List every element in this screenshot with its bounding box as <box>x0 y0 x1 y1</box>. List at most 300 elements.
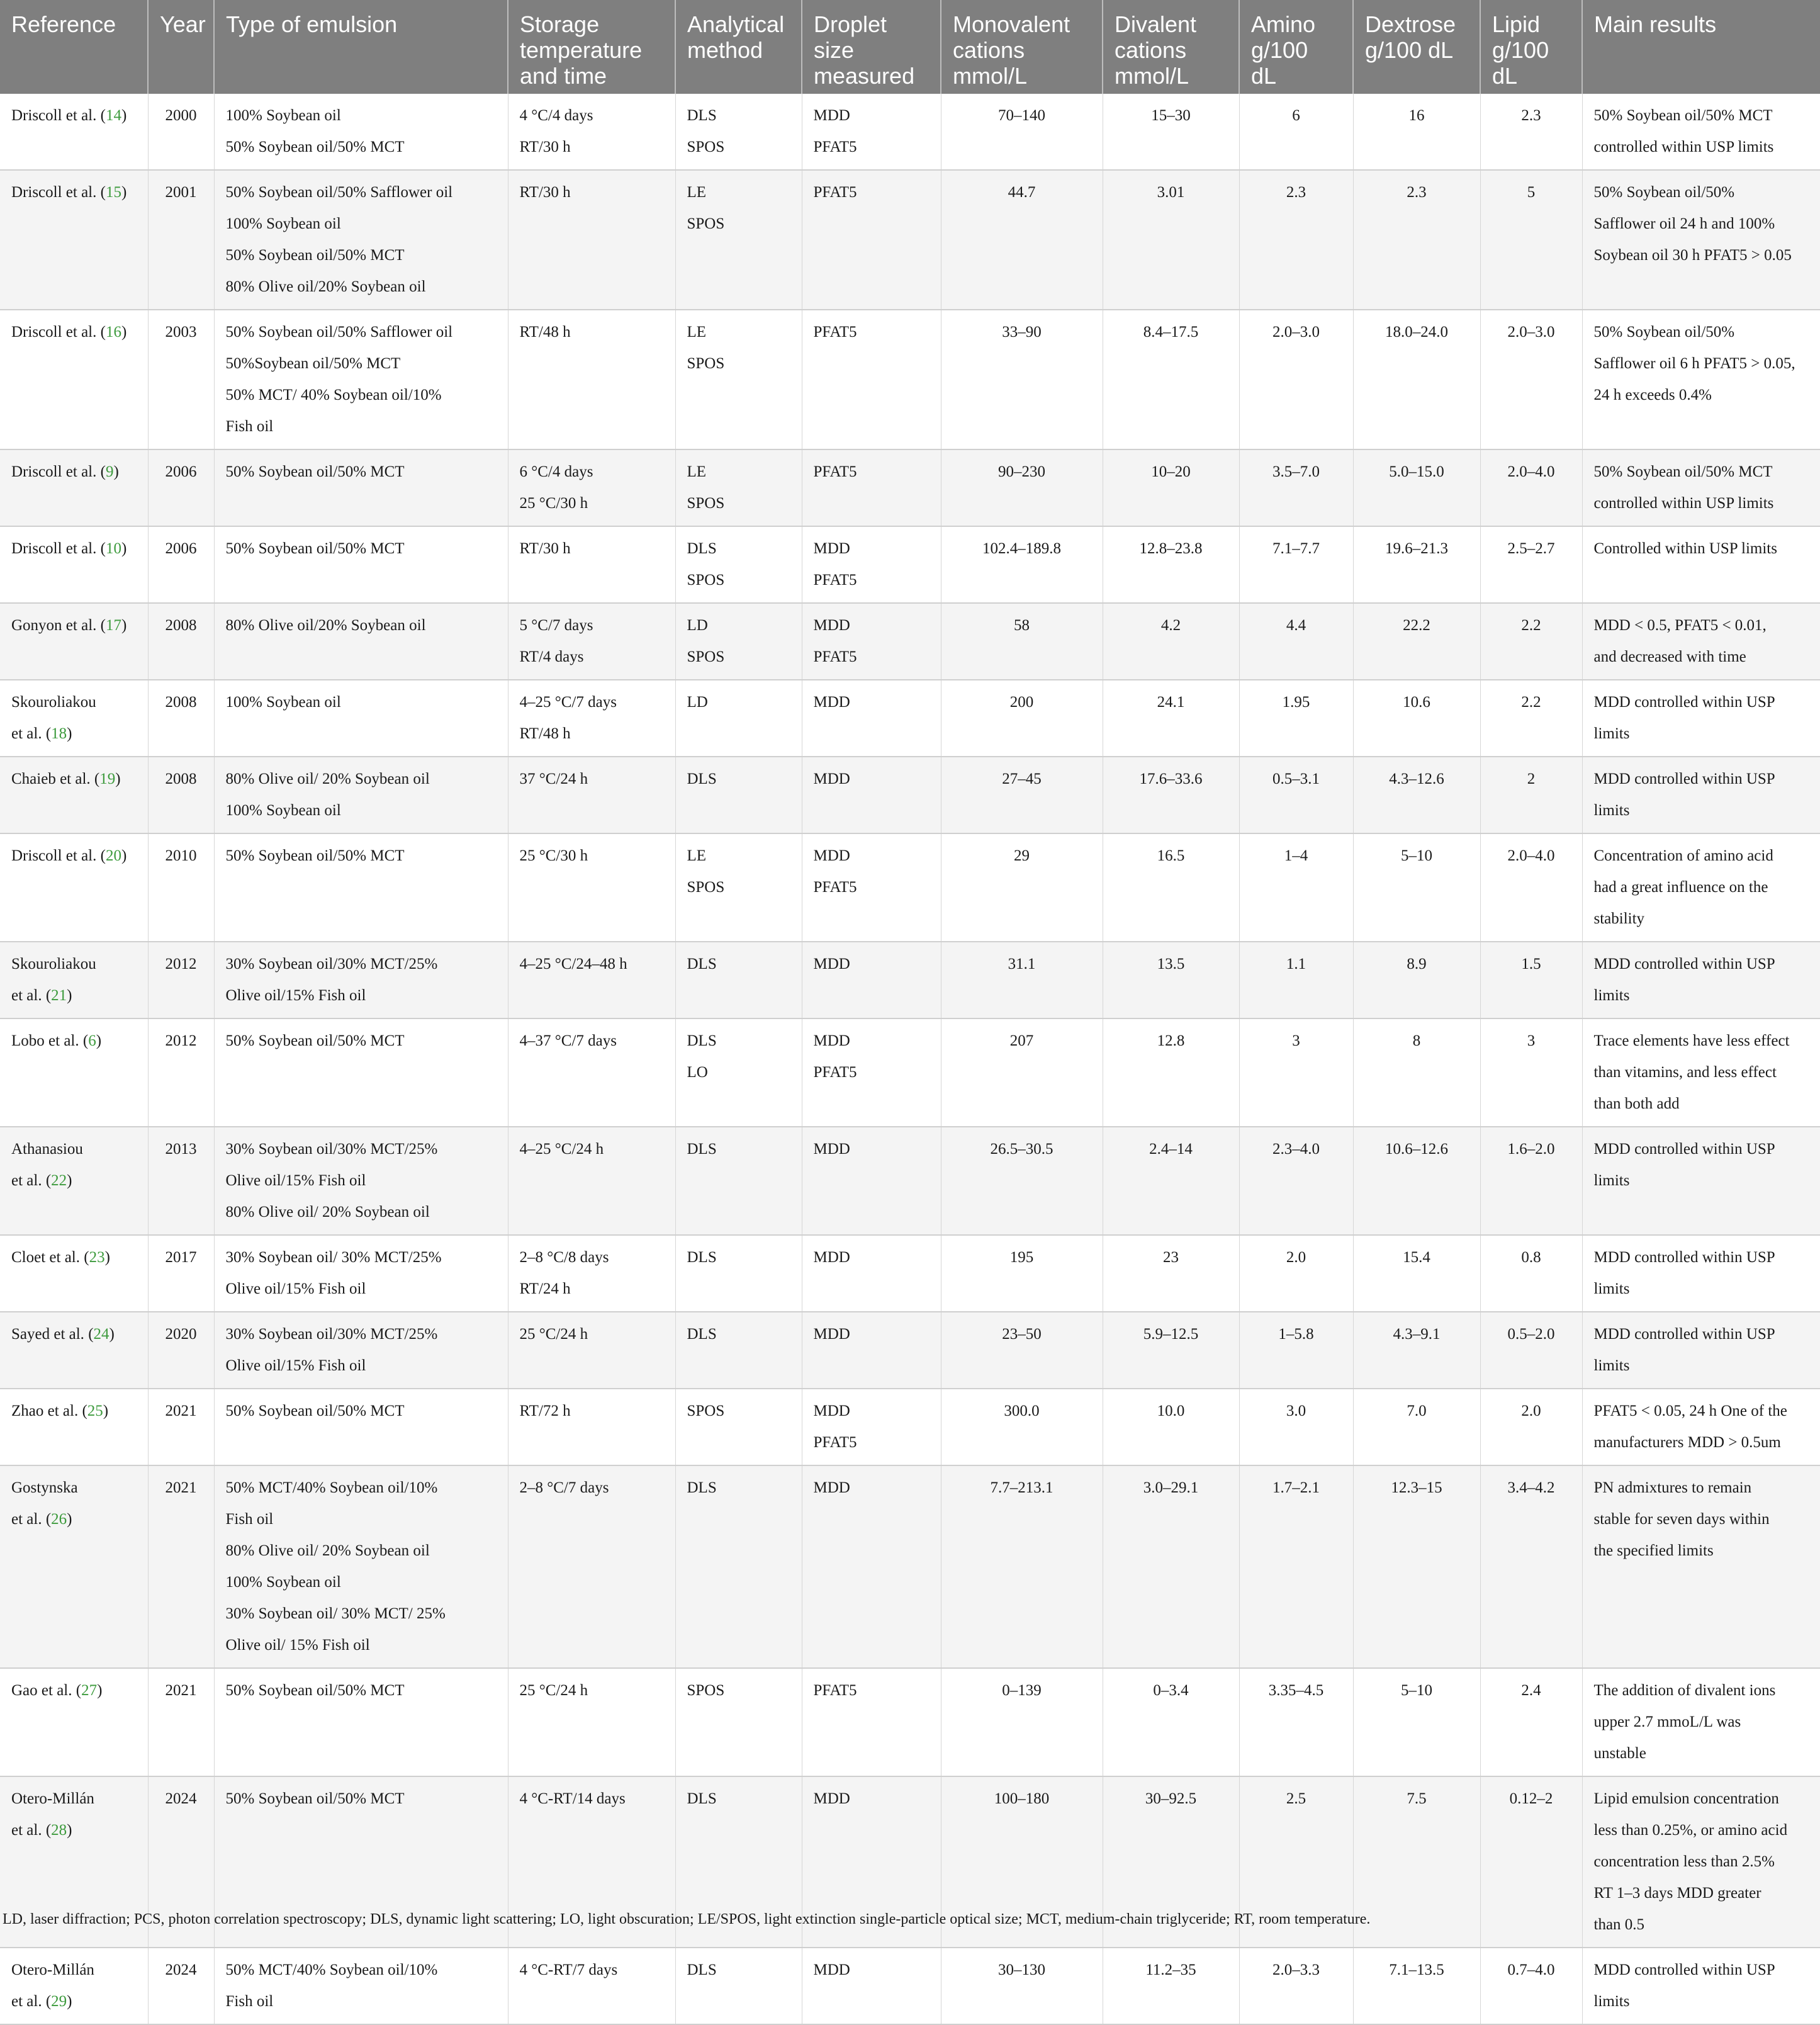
emulsion-cell-line: 80% Olive oil/20% Soybean oil <box>225 617 426 634</box>
amino-cell: 1.95 <box>1239 680 1353 757</box>
droplet-cell <box>802 1312 941 1389</box>
lipid-cell: 2.0 <box>1480 1389 1582 1465</box>
reference-cell <box>0 603 148 680</box>
storage-cell <box>508 1127 675 1235</box>
lipid-cell: 3.4–4.2 <box>1480 1465 1582 1668</box>
reference-author: Zhao et al. (25) <box>11 1402 109 1419</box>
divalent-cell: 12.8 <box>1103 1018 1239 1127</box>
method-cell-line: SPOS <box>687 138 725 155</box>
storage-cell-line: 37 °C/24 h <box>519 770 588 787</box>
main-results-line: MDD controlled within USP <box>1593 694 1775 711</box>
main-results-line: Controlled within USP limits <box>1593 540 1777 557</box>
main-results-line: upper 2.7 mmoL/L was <box>1593 1713 1741 1730</box>
header-storage-line: and time <box>520 63 607 89</box>
emulsion-cell <box>214 449 508 526</box>
method-cell <box>675 1018 802 1127</box>
main-results-line: PFAT5 < 0.05, 24 h One of the <box>1593 1402 1787 1419</box>
amino-cell: 6 <box>1239 94 1353 170</box>
main-results-line: MDD controlled within USP <box>1593 770 1775 787</box>
method-cell <box>675 94 802 170</box>
dextrose-cell: 15.4 <box>1353 1235 1480 1312</box>
main-results-line: had a great influence on the <box>1593 879 1768 896</box>
emulsion-cell-line: 50% Soybean oil/50% MCT <box>225 1402 405 1419</box>
amino-cell: 3.5–7.0 <box>1239 449 1353 526</box>
header-monovalent-cations-line: mmol/L <box>953 63 1028 89</box>
emulsion-cell-line: 80% Olive oil/20% Soybean oil <box>225 278 426 295</box>
emulsion-cell <box>214 310 508 449</box>
method-cell-line: SPOS <box>687 648 725 665</box>
emulsion-cell-line: 50% Soybean oil/50% MCT <box>225 847 405 864</box>
emulsion-cell <box>214 94 508 170</box>
header-monovalent-cations-line: Monovalent <box>953 11 1070 37</box>
amino-cell: 7.1–7.7 <box>1239 526 1353 603</box>
droplet-cell <box>802 310 941 449</box>
method-cell <box>675 449 802 526</box>
reference-number-link[interactable]: 23 <box>89 1249 105 1266</box>
dextrose-cell: 4.3–12.6 <box>1353 757 1480 833</box>
method-cell-line: DLS <box>687 1326 717 1343</box>
storage-cell-line: 25 °C/24 h <box>519 1326 588 1343</box>
main-results-line: than vitamins, and less effect <box>1593 1064 1777 1081</box>
header-analytical-method <box>675 0 802 94</box>
main-results-cell <box>1582 1312 1820 1389</box>
reference-cell <box>0 1668 148 1776</box>
reference-author: Driscoll et al. (15) <box>11 184 127 201</box>
emulsion-cell-line: Olive oil/15% Fish oil <box>225 1172 366 1189</box>
table-row <box>0 1465 1820 1668</box>
storage-cell <box>508 603 675 680</box>
droplet-cell <box>802 942 941 1018</box>
dextrose-cell: 22.2 <box>1353 603 1480 680</box>
main-results-line: 50% Soybean oil/50% MCT <box>1593 463 1773 480</box>
header-droplet-size <box>802 0 941 94</box>
amino-cell: 1–5.8 <box>1239 1312 1353 1389</box>
emulsion-cell-line: 50% Soybean oil/50% MCT <box>225 247 405 264</box>
main-results-cell <box>1582 1018 1820 1127</box>
amino-cell: 2.3 <box>1239 170 1353 310</box>
reference-cell <box>0 94 148 170</box>
storage-cell <box>508 1465 675 1668</box>
method-cell <box>675 603 802 680</box>
storage-cell <box>508 170 675 310</box>
reference-number-link[interactable]: 10 <box>105 540 121 557</box>
monovalent-cell: 7.7–213.1 <box>941 1465 1103 1668</box>
storage-cell-line: RT/30 h <box>519 138 571 155</box>
droplet-cell <box>802 526 941 603</box>
reference-number-link[interactable]: 6 <box>88 1032 96 1049</box>
main-results-line: limits <box>1593 1357 1630 1374</box>
main-results-cell <box>1582 1235 1820 1312</box>
storage-cell-line: 25 °C/30 h <box>519 847 588 864</box>
divalent-cell: 4.2 <box>1103 603 1239 680</box>
dextrose-cell: 7.5 <box>1353 1776 1480 1948</box>
main-results-line: than both add <box>1593 1095 1680 1112</box>
emulsion-cell-line: 50% MCT/40% Soybean oil/10% <box>225 1479 438 1496</box>
monovalent-cell: 26.5–30.5 <box>941 1127 1103 1235</box>
emulsion-cell-line: 50% Soybean oil/50% MCT <box>225 463 405 480</box>
monovalent-cell: 33–90 <box>941 310 1103 449</box>
storage-cell <box>508 310 675 449</box>
reference-author: Otero-Millán <box>11 1961 94 1978</box>
reference-author: et al. (28) <box>11 1822 72 1839</box>
monovalent-cell: 70–140 <box>941 94 1103 170</box>
header-emulsion-type <box>214 0 508 94</box>
dextrose-cell: 7.0 <box>1353 1389 1480 1465</box>
reference-number-link[interactable]: 9 <box>105 463 114 480</box>
emulsion-cell-line: 50% Soybean oil/50% MCT <box>225 1032 405 1049</box>
monovalent-cell: 27–45 <box>941 757 1103 833</box>
method-cell-line: LE <box>687 184 707 201</box>
reference-author: Skouroliakou <box>11 694 96 711</box>
reference-number-link[interactable]: 15 <box>105 184 121 201</box>
reference-author: Lobo et al. (6) <box>11 1032 102 1049</box>
emulsion-cell-line: Olive oil/15% Fish oil <box>225 987 366 1004</box>
droplet-cell-line: PFAT5 <box>813 1434 857 1451</box>
reference-number-link[interactable]: 17 <box>105 617 121 634</box>
amino-cell: 2.0–3.0 <box>1239 310 1353 449</box>
monovalent-cell: 0–139 <box>941 1668 1103 1776</box>
storage-cell <box>508 942 675 1018</box>
emulsion-cell-line: 100% Soybean oil <box>225 802 341 819</box>
year-cell: 2010 <box>148 833 214 942</box>
droplet-cell-line: PFAT5 <box>813 324 857 341</box>
lipid-cell: 0.8 <box>1480 1235 1582 1312</box>
method-cell <box>675 1235 802 1312</box>
main-results-line: concentration less than 2.5% <box>1593 1853 1775 1870</box>
method-cell-line: DLS <box>687 540 717 557</box>
year-cell: 2013 <box>148 1127 214 1235</box>
header-amino-line: g/100 <box>1251 37 1308 63</box>
amino-cell: 2.5 <box>1239 1776 1353 1948</box>
header-emulsion-type-line: Type of emulsion <box>226 11 398 37</box>
droplet-cell-line: PFAT5 <box>813 1682 857 1699</box>
amino-cell: 1–4 <box>1239 833 1353 942</box>
emulsion-cell <box>214 526 508 603</box>
reference-number-link[interactable]: 20 <box>105 847 121 864</box>
reference-number-link[interactable]: 25 <box>87 1402 103 1419</box>
year-cell: 2008 <box>148 603 214 680</box>
header-analytical-method-line: Analytical <box>687 11 785 37</box>
year-cell: 2024 <box>148 1948 214 2024</box>
dextrose-cell: 10.6–12.6 <box>1353 1127 1480 1235</box>
reference-author: Driscoll et al. (9) <box>11 463 119 480</box>
main-results-line: 50% Soybean oil/50% <box>1593 184 1735 201</box>
lipid-cell: 1.6–2.0 <box>1480 1127 1582 1235</box>
main-results-line: MDD controlled within USP <box>1593 1249 1775 1266</box>
monovalent-cell: 31.1 <box>941 942 1103 1018</box>
storage-cell-line: 5 °C/7 days <box>519 617 593 634</box>
reference-number-link[interactable]: 24 <box>93 1326 110 1343</box>
reference-cell <box>0 170 148 310</box>
emulsion-cell-line: Fish oil <box>225 1993 274 2010</box>
emulsion-cell <box>214 1389 508 1465</box>
table-row <box>0 310 1820 449</box>
method-cell-line: LD <box>687 617 708 634</box>
main-results-cell <box>1582 310 1820 449</box>
emulsion-cell-line: 100% Soybean oil <box>225 107 341 124</box>
storage-cell-line: 2–8 °C/8 days <box>519 1249 609 1266</box>
method-cell <box>675 1389 802 1465</box>
header-year <box>148 0 214 94</box>
main-results-cell <box>1582 170 1820 310</box>
method-cell-line: SPOS <box>687 495 725 512</box>
droplet-cell <box>802 1668 941 1776</box>
storage-cell <box>508 1235 675 1312</box>
storage-cell-line: RT/24 h <box>519 1280 571 1297</box>
reference-number-link[interactable]: 18 <box>51 725 67 742</box>
method-cell-line: DLS <box>687 107 717 124</box>
reference-author: Chaieb et al. (19) <box>11 770 121 787</box>
main-results-line: Trace elements have less effect <box>1593 1032 1790 1049</box>
year-cell: 2021 <box>148 1389 214 1465</box>
table-row <box>0 1389 1820 1465</box>
method-cell <box>675 170 802 310</box>
storage-cell-line: RT/48 h <box>519 324 571 341</box>
method-cell <box>675 942 802 1018</box>
emulsion-cell <box>214 1465 508 1668</box>
method-cell-line: LD <box>687 694 708 711</box>
main-results-line: Safflower oil 24 h and 100% <box>1593 215 1775 232</box>
emulsion-cell-line: 50% Soybean oil/50% Safflower oil <box>225 184 453 201</box>
reference-number-link[interactable]: 16 <box>105 324 121 341</box>
header-main-results <box>1582 0 1820 94</box>
storage-cell <box>508 449 675 526</box>
method-cell <box>675 1312 802 1389</box>
header-amino-line: dL <box>1251 63 1277 89</box>
droplet-cell <box>802 757 941 833</box>
divalent-cell: 12.8–23.8 <box>1103 526 1239 603</box>
main-results-line: MDD < 0.5, PFAT5 < 0.01, <box>1593 617 1767 634</box>
reference-cell <box>0 1312 148 1389</box>
main-results-line: limits <box>1593 802 1630 819</box>
dextrose-cell: 19.6–21.3 <box>1353 526 1480 603</box>
emulsion-cell-line: Olive oil/15% Fish oil <box>225 1357 366 1374</box>
method-cell-line: LE <box>687 324 707 341</box>
reference-number-link[interactable]: 27 <box>81 1682 98 1699</box>
dextrose-cell: 16 <box>1353 94 1480 170</box>
header-reference <box>0 0 148 94</box>
storage-cell-line: 25 °C/24 h <box>519 1682 588 1699</box>
dextrose-cell: 8 <box>1353 1018 1480 1127</box>
lipid-cell: 0.5–2.0 <box>1480 1312 1582 1389</box>
method-cell <box>675 1465 802 1668</box>
lipid-cell: 2 <box>1480 757 1582 833</box>
lipid-cell: 1.5 <box>1480 942 1582 1018</box>
reference-author: Driscoll et al. (20) <box>11 847 127 864</box>
table-row <box>0 449 1820 526</box>
emulsion-cell <box>214 833 508 942</box>
reference-number-link[interactable]: 19 <box>99 770 116 787</box>
reference-author: Gonyon et al. (17) <box>11 617 127 634</box>
storage-cell <box>508 1948 675 2024</box>
lipid-cell: 0.12–2 <box>1480 1776 1582 1948</box>
droplet-cell <box>802 94 941 170</box>
main-results-cell <box>1582 1948 1820 2024</box>
dextrose-cell: 7.1–13.5 <box>1353 1948 1480 2024</box>
main-results-cell <box>1582 1668 1820 1776</box>
divalent-cell: 11.2–35 <box>1103 1948 1239 2024</box>
storage-cell <box>508 1389 675 1465</box>
header-storage <box>508 0 675 94</box>
table-row <box>0 1235 1820 1312</box>
droplet-cell-line: MDD <box>813 1326 850 1343</box>
main-results-line: Safflower oil 6 h PFAT5 > 0.05, <box>1593 355 1795 372</box>
dextrose-cell: 8.9 <box>1353 942 1480 1018</box>
reference-author: Otero-Millán <box>11 1790 94 1807</box>
divalent-cell: 5.9–12.5 <box>1103 1312 1239 1389</box>
droplet-cell-line: PFAT5 <box>813 648 857 665</box>
divalent-cell: 8.4–17.5 <box>1103 310 1239 449</box>
divalent-cell: 2.4–14 <box>1103 1127 1239 1235</box>
reference-cell <box>0 833 148 942</box>
droplet-cell-line: PFAT5 <box>813 463 857 480</box>
reference-cell <box>0 757 148 833</box>
lipid-cell: 2.0–4.0 <box>1480 449 1582 526</box>
header-storage-line: Storage <box>520 11 600 37</box>
main-results-line: manufacturers MDD > 0.5um <box>1593 1434 1781 1451</box>
method-cell <box>675 680 802 757</box>
reference-number-link[interactable]: 22 <box>51 1172 67 1189</box>
lipid-cell: 0.7–4.0 <box>1480 1948 1582 2024</box>
monovalent-cell: 207 <box>941 1018 1103 1127</box>
method-cell-line: DLS <box>687 1249 717 1266</box>
storage-cell <box>508 757 675 833</box>
method-cell-line: SPOS <box>687 572 725 589</box>
header-divalent-cations-line: Divalent <box>1115 11 1197 37</box>
main-results-line: limits <box>1593 1993 1630 2010</box>
main-results-line: MDD controlled within USP <box>1593 956 1775 973</box>
reference-number-link[interactable]: 26 <box>51 1511 67 1528</box>
reference-number-link[interactable]: 29 <box>51 1993 67 2010</box>
reference-cell <box>0 1389 148 1465</box>
storage-cell <box>508 833 675 942</box>
amino-cell: 2.3–4.0 <box>1239 1127 1353 1235</box>
storage-cell-line: RT/4 days <box>519 648 584 665</box>
header-amino-line: Amino <box>1251 11 1316 37</box>
table-header-row <box>0 0 1820 94</box>
monovalent-cell: 23–50 <box>941 1312 1103 1389</box>
monovalent-cell: 44.7 <box>941 170 1103 310</box>
method-cell <box>675 1668 802 1776</box>
reference-author: Driscoll et al. (16) <box>11 324 127 341</box>
storage-cell <box>508 526 675 603</box>
method-cell-line: SPOS <box>687 879 725 896</box>
main-results-line: than 0.5 <box>1593 1916 1645 1933</box>
amino-cell: 0.5–3.1 <box>1239 757 1353 833</box>
monovalent-cell: 30–130 <box>941 1948 1103 2024</box>
emulsion-cell-line: 30% Soybean oil/ 30% MCT/ 25% <box>225 1605 446 1622</box>
droplet-cell-line: MDD <box>813 956 850 973</box>
emulsion-cell-line: Fish oil <box>225 1511 274 1528</box>
main-results-line: limits <box>1593 987 1630 1004</box>
table-row <box>0 1668 1820 1776</box>
main-results-cell <box>1582 526 1820 603</box>
header-amino <box>1239 0 1353 94</box>
amino-cell: 3.0 <box>1239 1389 1353 1465</box>
reference-number-link[interactable]: 28 <box>51 1822 67 1839</box>
emulsion-cell-line: 50% Soybean oil/50% MCT <box>225 1682 405 1699</box>
table-row <box>0 170 1820 310</box>
emulsion-cell-line: 50% Soybean oil/50% MCT <box>225 540 405 557</box>
storage-cell-line: 4–37 °C/7 days <box>519 1032 617 1049</box>
storage-cell-line: 4 °C-RT/14 days <box>519 1790 626 1807</box>
main-results-line: 50% Soybean oil/50% MCT <box>1593 107 1773 124</box>
table-row <box>0 757 1820 833</box>
main-results-line: MDD controlled within USP <box>1593 1141 1775 1158</box>
reference-author: Cloet et al. (23) <box>11 1249 110 1266</box>
main-results-line: The addition of divalent ions <box>1593 1682 1776 1699</box>
header-storage-line: temperature <box>520 37 643 63</box>
lipid-cell: 2.5–2.7 <box>1480 526 1582 603</box>
emulsion-cell-line: 50% MCT/40% Soybean oil/10% <box>225 1961 438 1978</box>
storage-cell-line: 4–25 °C/7 days <box>519 694 617 711</box>
main-results-cell <box>1582 680 1820 757</box>
lipid-cell: 2.2 <box>1480 680 1582 757</box>
droplet-cell <box>802 1465 941 1668</box>
reference-author: et al. (21) <box>11 987 72 1004</box>
lipid-cell: 5 <box>1480 170 1582 310</box>
emulsion-cell <box>214 1127 508 1235</box>
droplet-cell <box>802 1948 941 2024</box>
dextrose-cell: 18.0–24.0 <box>1353 310 1480 449</box>
storage-cell-line: 25 °C/30 h <box>519 495 588 512</box>
storage-cell <box>508 94 675 170</box>
storage-cell <box>508 680 675 757</box>
year-cell: 2012 <box>148 942 214 1018</box>
reference-author: Gostynska <box>11 1479 78 1496</box>
header-lipid <box>1480 0 1582 94</box>
header-dextrose-line: g/100 dL <box>1365 37 1454 63</box>
year-cell: 2008 <box>148 757 214 833</box>
monovalent-cell: 58 <box>941 603 1103 680</box>
emulsion-cell-line: 80% Olive oil/ 20% Soybean oil <box>225 1204 430 1221</box>
reference-cell <box>0 1127 148 1235</box>
year-cell: 2008 <box>148 680 214 757</box>
table-row <box>0 833 1820 942</box>
emulsion-cell-line: Olive oil/ 15% Fish oil <box>225 1637 370 1654</box>
main-results-line: Soybean oil 30 h PFAT5 > 0.05 <box>1593 247 1792 264</box>
main-results-cell <box>1582 1465 1820 1668</box>
droplet-cell-line: PFAT5 <box>813 879 857 896</box>
storage-cell-line: RT/48 h <box>519 725 571 742</box>
table-row <box>0 94 1820 170</box>
droplet-cell <box>802 1389 941 1465</box>
main-results-line: Lipid emulsion concentration <box>1593 1790 1779 1807</box>
main-results-line: MDD controlled within USP <box>1593 1326 1775 1343</box>
amino-cell: 2.0–3.3 <box>1239 1948 1353 2024</box>
divalent-cell: 17.6–33.6 <box>1103 757 1239 833</box>
reference-number-link[interactable]: 21 <box>51 987 67 1004</box>
emulsion-cell <box>214 1235 508 1312</box>
emulsion-cell-line: Fish oil <box>225 418 274 435</box>
main-results-line: RT 1–3 days MDD greater <box>1593 1885 1761 1902</box>
emulsion-cell-line: 30% Soybean oil/ 30% MCT/25% <box>225 1249 442 1266</box>
droplet-cell-line: MDD <box>813 847 850 864</box>
reference-author: et al. (18) <box>11 725 72 742</box>
main-results-line: 50% Soybean oil/50% <box>1593 324 1735 341</box>
table-row <box>0 1018 1820 1127</box>
method-cell <box>675 526 802 603</box>
storage-cell-line: RT/30 h <box>519 184 571 201</box>
divalent-cell: 10–20 <box>1103 449 1239 526</box>
divalent-cell: 24.1 <box>1103 680 1239 757</box>
main-results-line: limits <box>1593 1280 1630 1297</box>
header-droplet-size-line: measured <box>814 63 915 89</box>
main-results-cell <box>1582 757 1820 833</box>
emulsion-cell-line: 30% Soybean oil/30% MCT/25% <box>225 956 438 973</box>
header-analytical-method-line: method <box>687 37 763 63</box>
reference-number-link[interactable]: 14 <box>105 107 121 124</box>
